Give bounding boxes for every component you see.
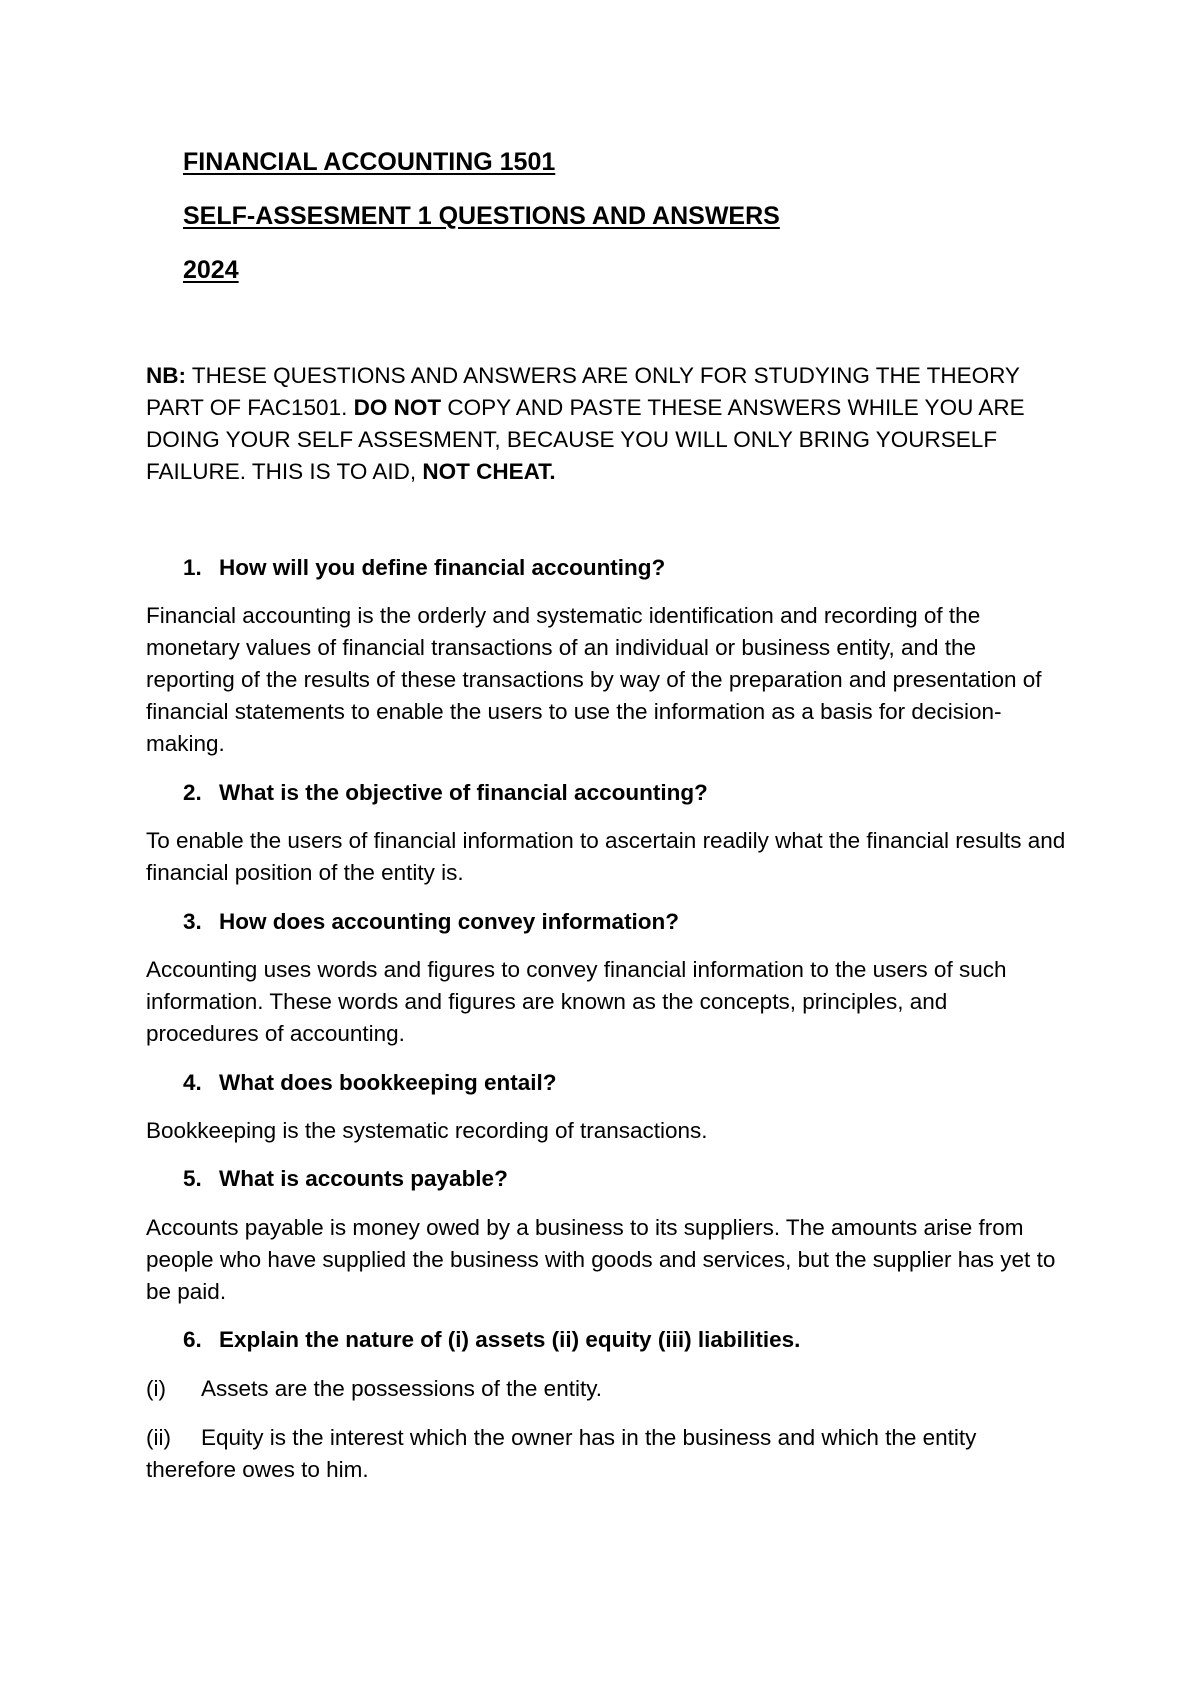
answer-6-ii <box>146 1422 1066 1486</box>
roman-numeral: (ii) <box>146 1425 171 1450</box>
nb-text-1: THESE QUESTIONS AND ANSWERS ARE ONLY FOR STUDYING THE THEORY PART OF FAC1501. <box>146 363 1020 420</box>
nb-text-2: COPY AND PASTE THESE ANSWERS WHILE YOU ARE DOING YOUR SELF ASSESMENT, BECAUSE YOU WILL ONLY BRING YOURSELF FAILURE. THIS IS TO AID, <box>146 395 1025 484</box>
nb-do-not: DO NOT <box>353 395 442 420</box>
nb-notice <box>146 360 1046 488</box>
sub-answer-text: Assets are the possessions of the entity. <box>201 1376 603 1401</box>
question-5 <box>183 1166 508 1192</box>
answer-1: Financial accounting is the orderly and systematic identification and recording of the monetary values of financial transactions of an individual or business entity, and the reporting of the results of these transactions by way of the preparation and presentation of financial statements to enable the users to use the information as a basis for decision-making. <box>146 603 1042 756</box>
answer-2: To enable the users of financial information to ascertain readily what the financial results and financial position of the entity is. <box>146 828 1066 885</box>
question-number: 6. <box>183 1327 202 1352</box>
answer-5: Accounts payable is money owed by a business to its suppliers. The amounts arise from people who have supplied the business with goods and services, but the supplier has yet to be paid. <box>146 1215 1056 1304</box>
question-number: 1. <box>183 555 202 580</box>
document-title: FINANCIAL ACCOUNTING 1501 <box>183 148 556 176</box>
question-3 <box>183 909 679 935</box>
question-2 <box>183 780 708 806</box>
nb-label: NB: <box>146 363 186 388</box>
nb-not-cheat: NOT CHEAT. <box>422 459 556 484</box>
sub-answer-text: Equity is the interest which the owner has in the business and which the entity therefore owes to him. <box>146 1425 977 1482</box>
answer-3: Accounting uses words and figures to convey financial information to the users of such information. These words and figures are known as the concepts, principles, and procedures of accounting. <box>146 957 1007 1046</box>
question-text: Explain the nature of (i) assets (ii) equity (iii) liabilities. <box>219 1327 801 1352</box>
question-text: What does bookkeeping entail? <box>219 1070 557 1095</box>
question-4 <box>183 1070 557 1096</box>
question-text: How does accounting convey information? <box>219 909 680 934</box>
answer-6-i <box>146 1373 1066 1405</box>
document-subtitle: SELF-ASSESMENT 1 QUESTIONS AND ANSWERS <box>183 202 780 230</box>
document-year: 2024 <box>183 256 239 284</box>
question-number: 5. <box>183 1166 202 1191</box>
question-number: 2. <box>183 780 202 805</box>
question-1 <box>183 555 665 581</box>
question-number: 3. <box>183 909 202 934</box>
question-number: 4. <box>183 1070 202 1095</box>
question-6 <box>183 1327 800 1353</box>
question-text: What is the objective of financial accounting? <box>219 780 708 805</box>
question-text: What is accounts payable? <box>219 1166 508 1191</box>
answer-4: Bookkeeping is the systematic recording of transactions. <box>146 1118 708 1143</box>
question-text: How will you define financial accounting? <box>219 555 666 580</box>
roman-numeral: (i) <box>146 1376 166 1401</box>
